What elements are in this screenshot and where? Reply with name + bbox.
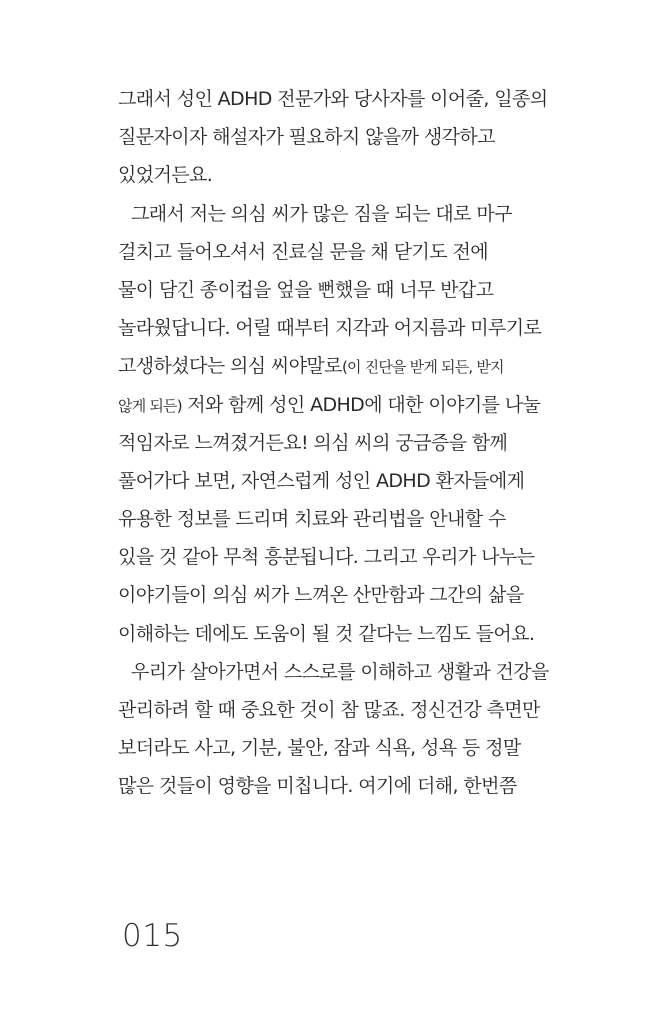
text-line: 이야기들이 의심 씨가 느껴온 산만함과 그간의 삶을	[118, 584, 524, 607]
text-line: 유용한 정보를 드리며 치료와 관리법을 안내할 수	[118, 508, 506, 531]
text-line: 물이 담긴 종이컵을 엎을 뻔했을 때 너무 반갑고	[118, 278, 494, 301]
text-line: 걸치고 들어오셔서 진료실 문을 채 닫기도 전에	[118, 240, 488, 263]
text-line: 적임자로 느껴졌거든요! 의심 씨의 궁금증을 함께	[118, 431, 508, 454]
text-line: 질문자이자 해설자가 필요하지 않을까 생각하고	[118, 126, 495, 149]
text-line: 풀어가다 보면, 자연스럽게 성인 ADHD 환자들에게	[118, 469, 525, 492]
text-line: 그래서 성인 ADHD 전문가와 당사자를 이어줄, 일종의	[118, 88, 548, 110]
text-line	[118, 386, 588, 424]
text-line: 관리하려 할 때 중요한 것이 참 많죠. 정신건강 측면만	[118, 699, 540, 721]
text-line: 있었거든요.	[118, 164, 213, 187]
text-line: 많은 것들이 영향을 미칩니다. 여기에 더해, 한번쯤	[118, 775, 517, 798]
page-number: 015	[122, 918, 183, 954]
text-segment: 저와 함께 성인 ADHD에 대한 이야기를 나눌	[181, 393, 541, 416]
text-line	[118, 347, 588, 385]
parenthetical-note: (이 진단을 받게 되든, 받지	[341, 358, 504, 377]
text-segment: 고생하셨다는 의심 씨야말로	[118, 355, 342, 378]
text-line: 이해하는 데에도 도움이 될 것 같다는 느낌도 들어요.	[118, 622, 535, 645]
body-text	[118, 80, 588, 806]
paragraph-start-line: 그래서 저는 의심 씨가 많은 짐을 되는 대로 마구	[131, 202, 512, 225]
parenthetical-note: 않게 되든)	[118, 396, 182, 415]
text-line: 있을 것 같아 무척 흥분됩니다. 그리고 우리가 나누는	[118, 546, 535, 569]
text-line: 놀라웠답니다. 어릴 때부터 지각과 어지름과 미루기로	[118, 317, 542, 340]
paragraph-start-line: 우리가 살아가면서 스스로를 이해하고 생활과 건강을	[131, 660, 549, 683]
text-line: 보더라도 사고, 기분, 불안, 잠과 식욕, 성욕 등 정말	[118, 737, 521, 760]
